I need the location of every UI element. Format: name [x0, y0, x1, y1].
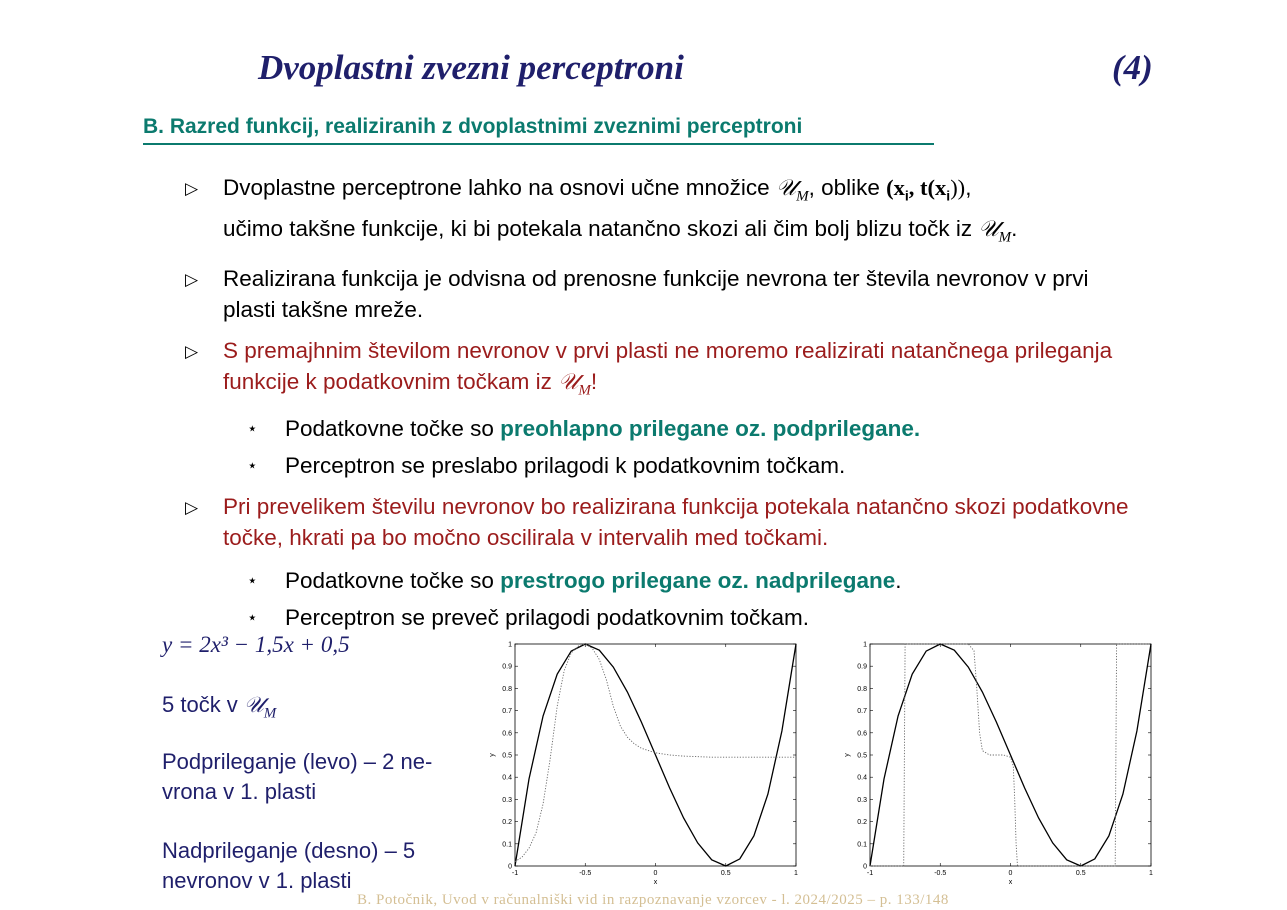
- x-tick-label: -0.5: [579, 870, 592, 877]
- triangle-bullet-icon: ▷: [185, 179, 199, 198]
- x-tick-label: -1: [511, 870, 519, 877]
- math-expr: )): [950, 175, 966, 200]
- x-axis-label: x: [653, 879, 658, 886]
- triangle-bullet-icon: ▷: [185, 497, 199, 517]
- sub-emphasis: preohlapno prilegane oz. podprilegane.: [500, 415, 921, 441]
- math-subscript: M: [998, 229, 1012, 245]
- underfit-chart: [480, 636, 810, 892]
- math-subscript: M: [578, 382, 591, 399]
- star-bullet-icon: ⋆: [247, 607, 258, 627]
- y-tick-label: 1: [508, 641, 512, 649]
- overfit-caption: [162, 836, 415, 896]
- math-subscript: M: [263, 705, 277, 722]
- sub-text: Podatkovne točke so: [285, 415, 501, 441]
- y-tick-label: 0.6: [502, 730, 512, 738]
- points-text: 5 točk v: [162, 692, 244, 717]
- sub-emphasis: prestrogo prilegane oz. nadprilegane: [500, 567, 896, 593]
- y-tick-label: 0.4: [502, 774, 512, 782]
- caption-line: Podprileganje (levo) – 2 ne-: [162, 749, 433, 774]
- triangle-bullet-icon: ▷: [185, 342, 199, 361]
- star-bullet-icon: ⋆: [247, 570, 258, 590]
- sub-text: .: [895, 567, 902, 593]
- math-set: 𝒰: [775, 175, 797, 200]
- x-tick-label: 1: [794, 870, 798, 877]
- star-bullet-icon: ⋆: [247, 455, 258, 475]
- bullet-item: [185, 172, 1135, 253]
- sub-list: [223, 565, 1135, 633]
- y-tick-label: 0.7: [502, 708, 512, 716]
- caption-line: Nadprileganje (desno) – 5: [162, 838, 416, 863]
- y-tick-label: 0.2: [502, 819, 512, 827]
- sub-text: Perceptron se preveč prilagodi podatkovnim točkam.: [285, 604, 810, 630]
- slide-number: (4): [1112, 48, 1153, 87]
- math-set: 𝒰: [558, 369, 579, 394]
- math-set: 𝒰: [243, 692, 264, 717]
- x-tick-label: -1: [866, 870, 874, 877]
- slide-title: Dvoplastni zvezni perceptroni: [258, 48, 684, 87]
- bullet-list: [185, 172, 1135, 643]
- footer: B. Potočnik, Uvod v računalniški vid in razpoznavanje vzorcev - l. 2024/2025 – p. 133/148: [357, 892, 949, 908]
- sub-text: Podatkovne točke so: [285, 567, 501, 593]
- y-tick-label: 1: [863, 641, 867, 649]
- math-subscript: i: [946, 187, 951, 204]
- bullet-text: .: [1011, 215, 1018, 241]
- y-tick-label: 0.1: [502, 841, 512, 849]
- y-tick-label: 0: [863, 863, 867, 871]
- y-tick-label: 0.6: [857, 730, 867, 738]
- x-tick-label: -0.5: [934, 870, 947, 877]
- y-axis-label: y: [844, 753, 851, 757]
- bullet-item: [185, 491, 1135, 633]
- y-axis-label: y: [489, 753, 496, 757]
- y-tick-label: 0.8: [857, 685, 867, 693]
- bullet-text: !: [590, 369, 598, 394]
- y-tick-label: 0.9: [857, 663, 867, 671]
- sub-item: [185, 413, 1135, 444]
- sub-item: [185, 602, 1135, 633]
- y-tick-label: 0.5: [857, 752, 867, 760]
- caption-line: vrona v 1. plasti: [162, 779, 317, 804]
- y-tick-label: 0.7: [857, 708, 867, 716]
- bullet-item: [185, 335, 1135, 481]
- math-subscript: i: [904, 187, 909, 204]
- x-tick-label: 0: [653, 870, 658, 877]
- caption-line: nevronov v 1. plasti: [162, 868, 352, 893]
- y-tick-label: 0: [508, 863, 512, 871]
- star-bullet-icon: ⋆: [247, 418, 258, 438]
- math-subscript: M: [796, 188, 809, 205]
- sub-text: Perceptron se preslabo prilagodi k podatkovnim točkam.: [285, 452, 846, 478]
- y-tick-label: 0.4: [857, 774, 867, 782]
- sub-item: [185, 450, 1135, 481]
- x-tick-label: 1: [1149, 870, 1153, 877]
- x-tick-label: 0.5: [720, 870, 731, 877]
- overfit-chart: [835, 636, 1165, 892]
- bullet-text: Pri prevelikem številu nevronov bo realizirana funkcija potekala natančno skozi podatkovne točke, hkrati pa bo močno oscilirala v intervalih med točkami.: [223, 493, 1129, 550]
- points-label: [162, 690, 276, 728]
- sub-item: [185, 565, 1135, 596]
- math-expr: , t(x: [908, 175, 947, 200]
- bullet-text: , oblike: [808, 175, 887, 200]
- y-tick-label: 0.1: [857, 841, 867, 849]
- y-tick-label: 0.2: [857, 819, 867, 827]
- formula: y = 2x³ − 1,5x + 0,5: [162, 632, 350, 657]
- x-tick-label: 0.5: [1075, 870, 1086, 877]
- y-tick-label: 0.3: [502, 796, 512, 804]
- bullet-text: ,: [965, 175, 972, 200]
- bullet-text: Dvoplastne perceptrone lahko na osnovi učne množice: [223, 175, 776, 200]
- y-tick-label: 0.9: [502, 663, 512, 671]
- y-tick-label: 0.8: [502, 685, 512, 693]
- y-tick-label: 0.5: [502, 752, 512, 760]
- bullet-item: [185, 263, 1135, 325]
- bullet-text: Realizirana funkcija je odvisna od prenosne funkcije nevrona ter števila nevronov v prvi plasti takšne mreže.: [223, 266, 1089, 322]
- underfit-caption: [162, 747, 432, 807]
- x-tick-label: 0: [1008, 870, 1013, 877]
- x-axis-label: x: [1008, 879, 1013, 886]
- math-expr: (x: [886, 175, 905, 200]
- section-subtitle: B. Razred funkcij, realiziranih z dvoplastnimi zveznimi perceptroni: [143, 115, 934, 145]
- triangle-bullet-icon: ▷: [185, 270, 199, 289]
- math-set: 𝒰: [978, 215, 999, 241]
- bullet-text: S premajhnim številom nevronov v prvi plasti ne moremo realizirati natančnega prileganja funkcije k podatkovnim točkam iz: [223, 338, 1113, 394]
- y-tick-label: 0.3: [857, 796, 867, 804]
- bullet-text: učimo takšne funkcije, ki bi potekala natančno skozi ali čim bolj blizu točk iz: [223, 215, 979, 241]
- sub-list: [223, 413, 1135, 481]
